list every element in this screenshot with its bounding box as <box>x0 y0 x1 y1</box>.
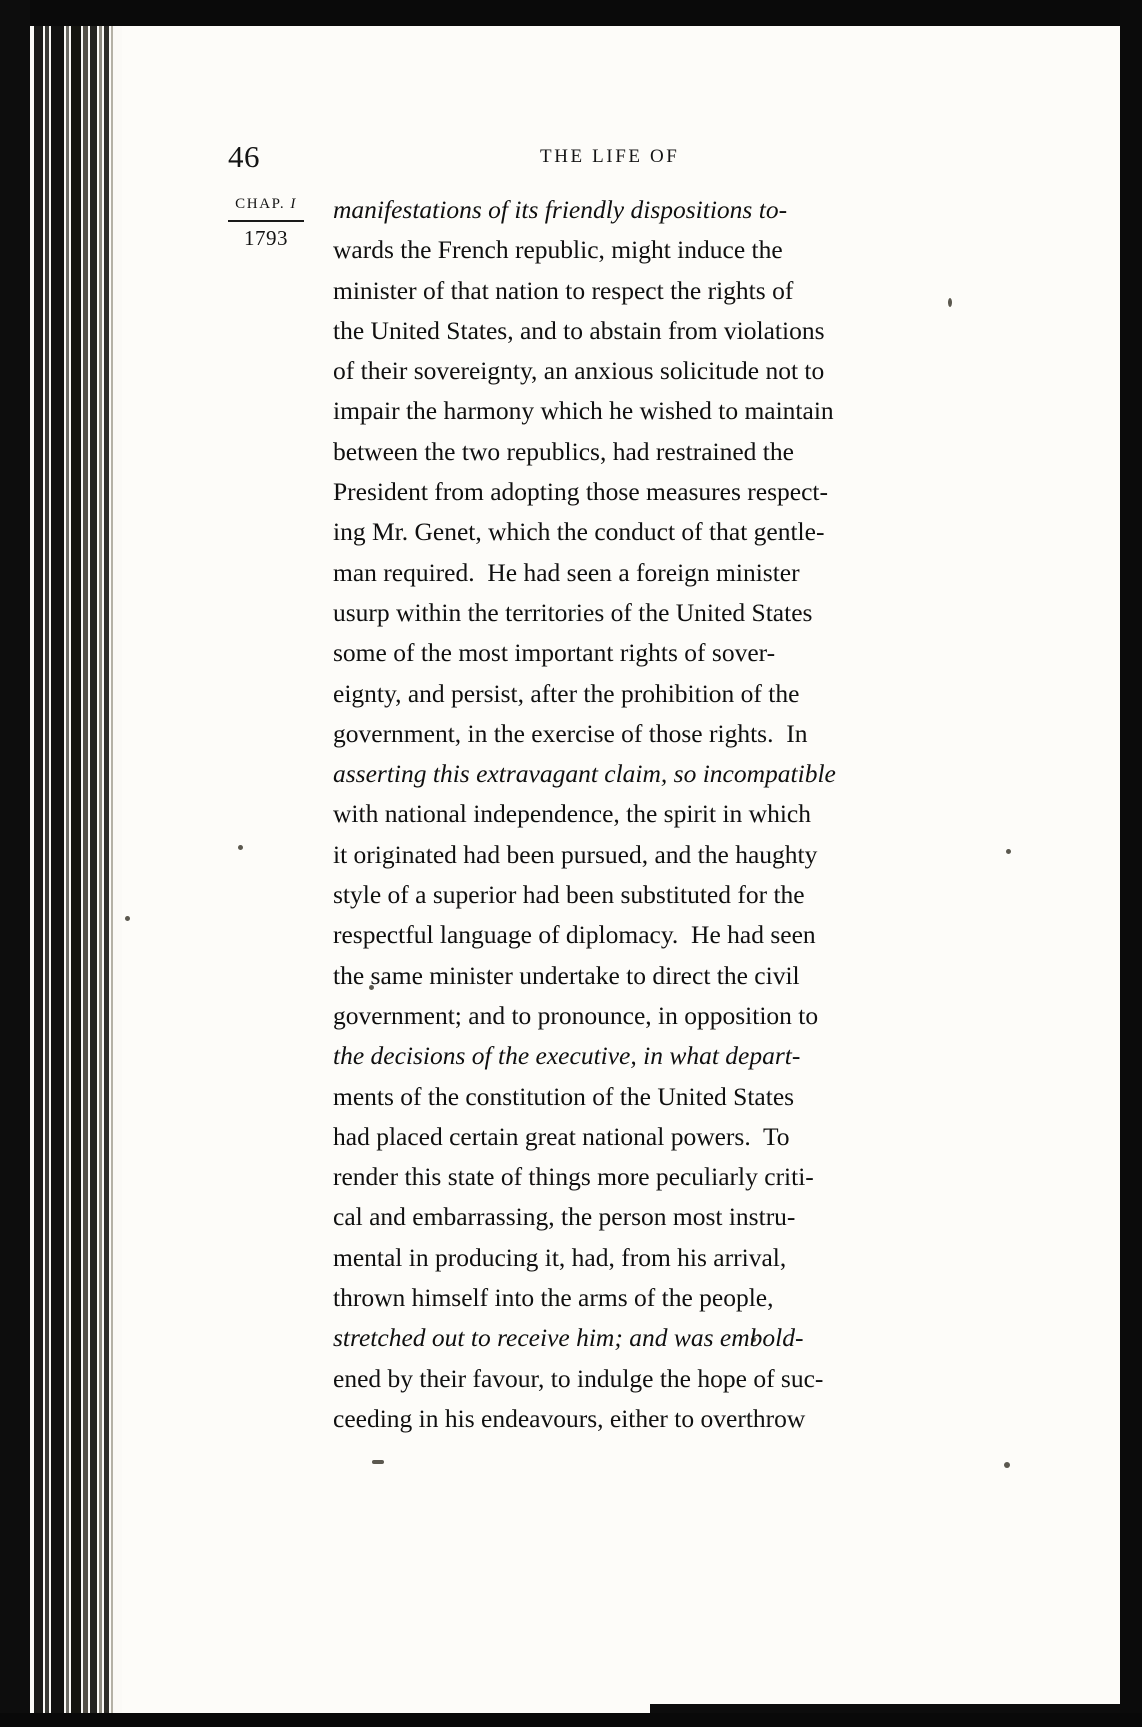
body-line: government; and to pronounce, in opposition to <box>333 1000 819 1030</box>
marginal-note <box>214 196 318 251</box>
marginal-year: 1793 <box>244 226 288 250</box>
body-line: cal and embarrassing, the person most instru- <box>333 1202 796 1232</box>
body-line: wards the French republic, might induce the <box>333 235 783 265</box>
body-line: President from adopting those measures respect- <box>333 477 828 507</box>
body-line: ments of the constitution of the United States <box>333 1081 795 1111</box>
body-paragraph <box>333 190 929 1439</box>
body-line: ceeding in his endeavours, either to overthrow <box>333 1403 806 1433</box>
body-line: some of the most important rights of sover- <box>333 638 776 668</box>
body-line: it originated had been pursued, and the haughty <box>333 839 818 869</box>
body-line: the United States, and to abstain from violations <box>333 315 825 345</box>
marginal-chapter-label: CHAP. <box>235 196 286 212</box>
body-line: thrown himself into the arms of the people, <box>333 1283 774 1313</box>
running-head: THE LIFE OF <box>540 146 680 167</box>
body-line: between the two republics, had restrained the <box>333 436 794 466</box>
body-line: impair the harmony which he wished to maintain <box>333 396 834 426</box>
body-line: minister of that nation to respect the rights of <box>333 275 794 305</box>
page-number: 46 <box>228 139 260 174</box>
body-line: of their sovereignty, an anxious solicitude not to <box>333 356 825 386</box>
marginal-chapter <box>214 196 318 213</box>
body-line: stretched out to receive him; and was embold- <box>333 1323 804 1353</box>
body-line: the decisions of the executive, in what depart- <box>333 1041 801 1071</box>
body-line: ing Mr. Genet, which the conduct of that gentle- <box>333 517 825 547</box>
body-line: respectful language of diplomacy. He had seen <box>333 920 816 950</box>
marginal-rule <box>228 220 304 222</box>
body-line: ened by their favour, to indulge the hope of suc- <box>333 1363 824 1393</box>
body-line: usurp within the territories of the United States <box>333 597 813 627</box>
body-line: eignty, and persist, after the prohibition of the <box>333 678 800 708</box>
body-line: the same minister undertake to direct the civil <box>333 960 800 990</box>
body-line: render this state of things more peculiarly criti- <box>333 1162 814 1192</box>
body-line: had placed certain great national powers. To <box>333 1121 790 1151</box>
body-line: asserting this extravagant claim, so incompatible <box>333 759 836 789</box>
body-line: man required. He had seen a foreign minister <box>333 557 800 587</box>
body-text-block <box>333 190 929 1439</box>
body-line: government, in the exercise of those rights. In <box>333 718 808 748</box>
body-line: manifestations of its friendly dispositions to- <box>333 195 788 224</box>
body-line: style of a superior had been substituted for the <box>333 880 805 910</box>
body-line: with national independence, the spirit in which <box>333 799 812 829</box>
body-line: mental in producing it, had, from his arrival, <box>333 1242 787 1272</box>
marginal-chapter-number: I <box>290 196 297 212</box>
